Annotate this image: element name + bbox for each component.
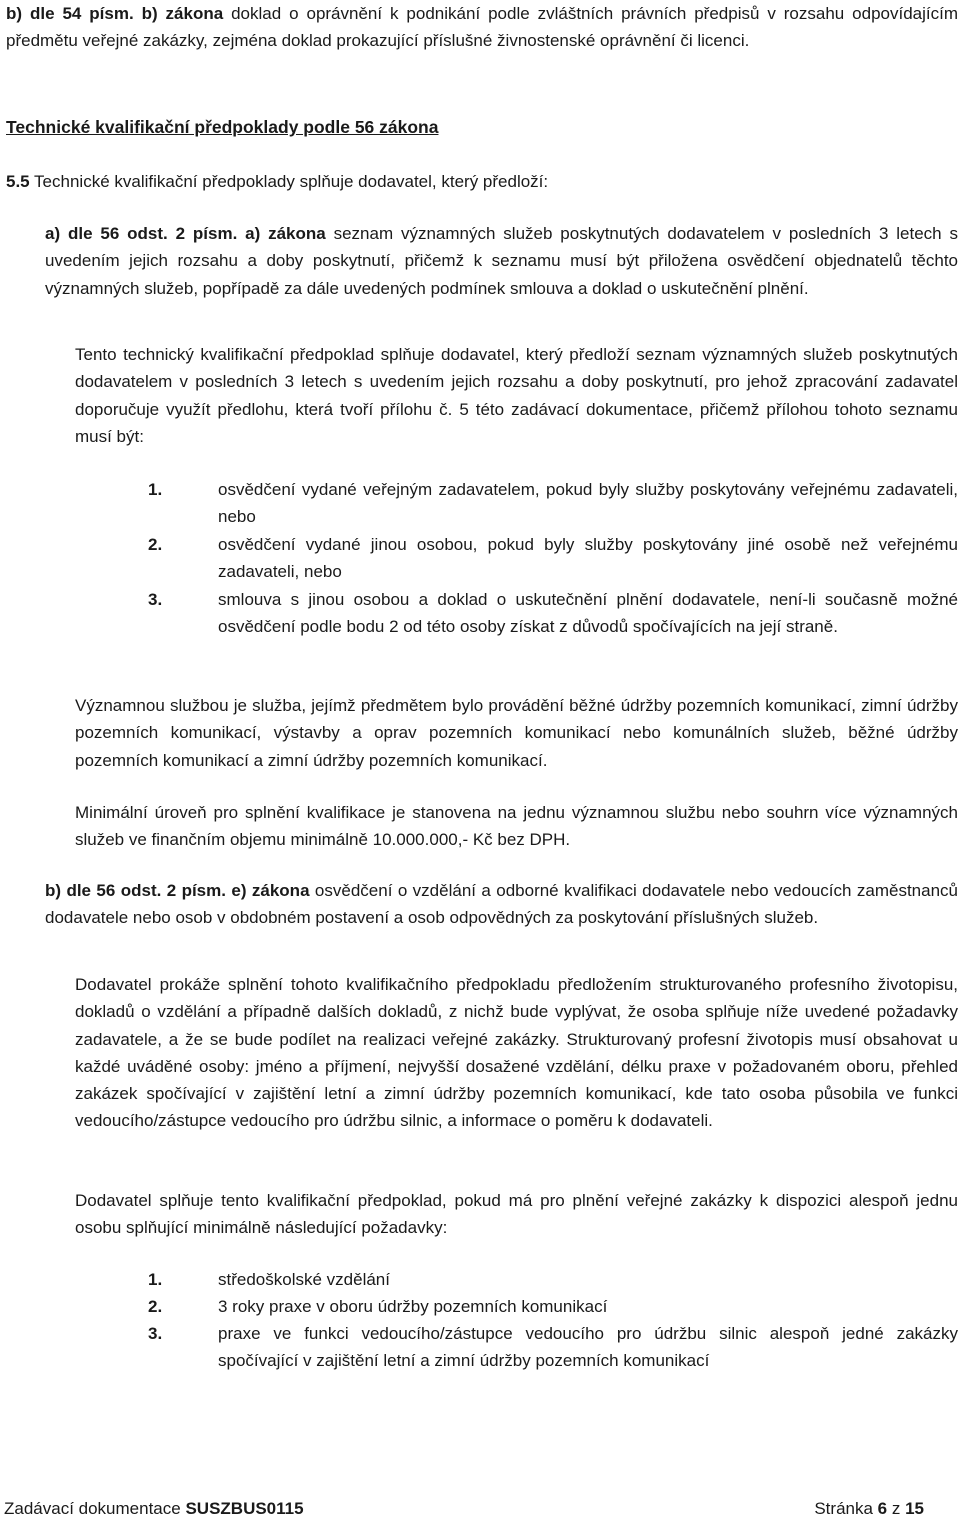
list1-item-number: 3. bbox=[148, 590, 163, 609]
item-b-lead: b) dle 56 odst. 2 písm. e) zákona bbox=[45, 881, 310, 900]
item-a-lead: a) dle 56 odst. 2 písm. a) zákona bbox=[45, 224, 326, 243]
item-a-text: seznam významných služeb poskytnutých dodavatelem v posledních 3 letech s uvedením jejich rozsahu a doby poskytnutí, přičemž k seznamu musí být přiložena osvědčení objednatelů těchto významných služeb, popřípadě za dále uvedených podmínek smlouva a doklad o uskutečnění plnění. bbox=[45, 224, 958, 298]
paragraph-dodavatel-prokaze: Dodavatel prokáže splnění tohoto kvalifikačního předpokladu předložením strukturovaného profesního životopisu, dokladů o vzdělání a případně dalších dokladů, z nichž bude vyplývat, že osoba splňuje níže uvedené požadavky zadavatele, a že se bude podílet na realizaci veřejné zakázky. Strukturovaný profesní životopis musí obsahovat u každé uváděné osoby: jméno a příjmení, nejvyšší dosažené vzdělání, délku praxe v požadovaném oboru, přehled zakázek spočívající v zajištění letní a zimní údržby pozemních komunikací, kde tato osoba působila ve funkci vedoucího/zástupce vedoucího pro údržbu silnic, a informace o poměru k dodavateli. bbox=[75, 975, 958, 1131]
paragraph-dodavatel-splnuje: Dodavatel splňuje tento kvalifikační předpoklad, pokud má pro plnění veřejné zakázky k dispozici alespoň jednu osobu splňující minimálně následující požadavky: bbox=[75, 1191, 958, 1238]
top-paragraph-text: doklad o oprávnění k podnikání podle zvláštních právních předpisů v rozsahu odpovídajícím předmětu veřejné zakázky, zejména doklad prokazující příslušné živnostenské oprávnění či licenci. bbox=[6, 4, 958, 51]
section-number: 5.5 bbox=[6, 172, 30, 191]
footer-page-number: 6 bbox=[877, 1499, 888, 1518]
list2-item-text: středoškolské vzdělání bbox=[218, 1270, 390, 1289]
list2-item-text: praxe ve funkci vedoucího/zástupce vedoucího pro údržbu silnic alespoň jedné zakázky spočívající v zajištění letní a zimní údržby pozemních komunikací bbox=[218, 1324, 958, 1371]
footer-doc-label: Zadávací dokumentace bbox=[4, 1499, 186, 1518]
footer-page-of: z bbox=[887, 1499, 906, 1518]
list2-item-number: 1. bbox=[148, 1270, 163, 1289]
section-heading: Technické kvalifikační předpoklady podle 56 zákona bbox=[6, 117, 439, 137]
paragraph-vyznamnou: Významnou službou je služba, jejímž předmětem bylo provádění běžné údržby pozemních komunikací, zimní údržby pozemních komunikací, výstavby a oprav pozemních komunikací nebo komunálních služeb, běžné údržby pozemních komunikací a zimní údržby pozemních komunikací. bbox=[75, 696, 958, 770]
list1-item-text: osvědčení vydané veřejným zadavatelem, pokud byly služby poskytovány veřejnému zadavateli, nebo bbox=[218, 480, 958, 527]
footer-page-total: 15 bbox=[905, 1499, 924, 1518]
item-b bbox=[45, 877, 958, 932]
list1-item-text: osvědčení vydané jinou osobou, pokud byly služby poskytovány jiné osobě než veřejnému zadavateli, nebo bbox=[218, 535, 958, 582]
section-text: Technické kvalifikační předpoklady splňuje dodavatel, který předloží: bbox=[29, 172, 549, 191]
list1-item-text: smlouva s jinou osobou a doklad o uskutečnění plnění dodavatele, není-li současně možné osvědčení podle bodu 2 od této osoby získat z důvodů spočívajících na její straně. bbox=[218, 590, 958, 637]
footer-page-label: Stránka bbox=[814, 1499, 878, 1518]
paragraph-minimalni: Minimální úroveň pro splnění kvalifikace je stanovena na jednu významnou službu nebo souhrn více významných služeb ve finančním objemu minimálně 10.000.000,- Kč bez DPH. bbox=[75, 803, 958, 850]
footer-doc-code: SUSZBUS0115 bbox=[185, 1499, 304, 1518]
item-a bbox=[45, 220, 958, 302]
item-b-text: osvědčení o vzdělání a odborné kvalifikaci dodavatele nebo vedoucích zaměstnanců dodavatele nebo osob v obdobném postavení a osob odpovědných za poskytování příslušných služeb. bbox=[45, 881, 958, 928]
section-5-5 bbox=[6, 168, 958, 195]
top-paragraph bbox=[6, 0, 958, 55]
list2-item-number: 3. bbox=[148, 1324, 163, 1343]
top-paragraph-lead: b) dle 54 písm. b) zákona bbox=[6, 4, 224, 23]
list2-item-number: 2. bbox=[148, 1297, 163, 1316]
list2-item-text: 3 roky praxe v oboru údržby pozemních komunikací bbox=[218, 1297, 608, 1316]
list1-item-number: 1. bbox=[148, 480, 163, 499]
list1-item-number: 2. bbox=[148, 535, 163, 554]
paragraph-tento: Tento technický kvalifikační předpoklad splňuje dodavatel, který předloží seznam významných služeb poskytnutých dodavatelem v posledních 3 letech s uvedením jejich rozsahu a doby poskytnutí, pro jehož zpracování zadavatel doporučuje využít předlohu, která tvoří přílohu č. 5 této zadávací dokumentace, přičemž přílohou tohoto seznamu musí být: bbox=[75, 345, 958, 446]
